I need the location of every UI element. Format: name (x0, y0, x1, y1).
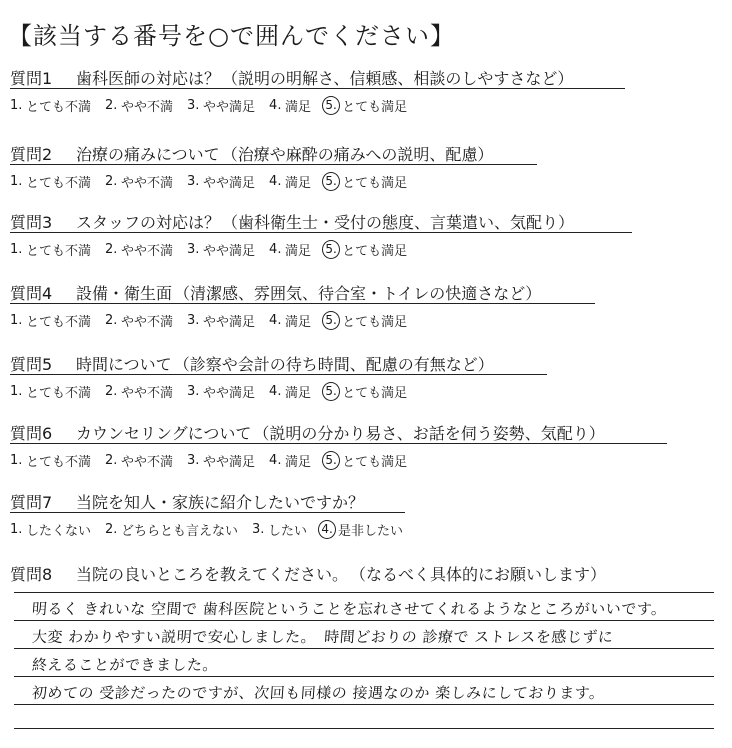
question-note: （清潔感、雰囲気、待合室・トイレの快適さなど） (174, 284, 542, 303)
option-label: やや満足 (203, 385, 256, 401)
answer-option[interactable] (252, 520, 307, 539)
underline (10, 164, 537, 165)
answer-option[interactable] (269, 240, 311, 259)
option-label: 満足 (285, 99, 312, 115)
answer-options (10, 381, 725, 401)
question-7 (10, 490, 725, 539)
option-label: やや不満 (121, 243, 174, 259)
option-label: とても満足 (342, 243, 408, 259)
underline (10, 374, 547, 375)
option-number: 4. (269, 97, 282, 113)
answer-option[interactable] (269, 382, 311, 401)
option-number: 3. (187, 241, 200, 257)
question-title: カウンセリングについて (76, 424, 252, 443)
answer-option-selected[interactable] (325, 96, 407, 115)
answer-option[interactable] (187, 451, 255, 470)
question-number: 質問6 (10, 424, 53, 443)
question-title: 時間について (76, 355, 172, 374)
option-label: とても不満 (26, 99, 92, 115)
answer-option[interactable] (105, 382, 173, 401)
option-label: 満足 (285, 314, 312, 330)
underline (10, 303, 595, 304)
option-label: とても満足 (342, 454, 408, 470)
answer-options (10, 519, 725, 539)
ruled-line (14, 704, 714, 705)
answer-option[interactable] (187, 240, 255, 259)
underline (10, 232, 632, 233)
circled-number: 4. (318, 520, 336, 539)
option-label: 満足 (285, 385, 312, 401)
ruled-line (14, 620, 714, 621)
question-header (10, 352, 725, 376)
circled-number: 5. (322, 96, 340, 115)
option-number: 4. (269, 173, 282, 189)
answer-option[interactable] (10, 96, 91, 115)
option-label: 是非したい (338, 523, 404, 539)
option-number: 2. (105, 383, 118, 399)
option-label: とても満足 (342, 175, 408, 191)
question-2 (10, 142, 725, 191)
answer-option[interactable] (10, 311, 91, 330)
option-label: やや満足 (203, 314, 256, 330)
underline (10, 512, 405, 513)
handwritten-line-4: 初めての 受診だったのですが、次回も同様の 接遇なのか 楽しみにしております。 (31, 684, 606, 702)
option-label: やや不満 (121, 314, 174, 330)
question-title: 当院の良いところを教えてください。 (76, 565, 349, 584)
handwritten-line-1: 明るく きれいな 空間で 歯科医院ということを忘れさせてくれるようなところがいいです。 (31, 600, 668, 618)
answer-options (10, 239, 725, 259)
question-3 (10, 210, 725, 259)
circled-number: 5. (322, 172, 340, 191)
answer-option[interactable] (10, 382, 91, 401)
option-number: 3. (252, 521, 265, 537)
option-label: やや満足 (203, 99, 256, 115)
question-title: 当院を知人・家族に紹介したいですか？ (76, 493, 365, 512)
option-number: 4. (269, 312, 282, 328)
question-header (10, 66, 725, 90)
answer-options (10, 95, 725, 115)
question-title: 治療の痛みについて (76, 145, 220, 164)
option-number: 3. (187, 452, 200, 468)
option-number: 4. (269, 241, 282, 257)
question-title: 設備・衛生面 (76, 284, 173, 303)
option-label: とても満足 (342, 385, 408, 401)
question-note: （治療や麻酔の痛みへの説明、配慮） (221, 145, 494, 164)
answer-option-selected[interactable] (325, 172, 407, 191)
question-header (10, 490, 725, 514)
question-note: （歯科衛生士・受付の態度、言葉遣い、気配り） (222, 213, 575, 232)
question-number: 質問1 (10, 69, 53, 88)
option-label: とても不満 (26, 243, 92, 259)
answer-option[interactable] (269, 451, 311, 470)
question-number: 質問2 (10, 145, 53, 164)
option-label: とても満足 (342, 314, 408, 330)
underline (10, 443, 667, 444)
ruled-line (14, 728, 714, 729)
question-number: 質問4 (10, 284, 53, 303)
question-number: 質問3 (10, 213, 53, 232)
option-label: したくない (26, 523, 92, 539)
underline (10, 88, 625, 89)
option-number: 4. (269, 452, 282, 468)
option-number: 1. (10, 312, 23, 328)
option-label: とても満足 (342, 99, 408, 115)
answer-option[interactable] (187, 382, 255, 401)
option-number: 1. (10, 383, 23, 399)
option-number: 3. (187, 173, 200, 189)
option-label: やや不満 (121, 454, 174, 470)
option-number: 3. (187, 383, 200, 399)
answer-option[interactable] (10, 451, 91, 470)
question-1 (10, 66, 725, 115)
answer-options (10, 171, 725, 191)
option-number: 2. (105, 241, 118, 257)
answer-option-selected[interactable] (321, 520, 403, 539)
answer-option[interactable] (105, 520, 238, 539)
option-label: 満足 (285, 454, 312, 470)
question-5 (10, 352, 725, 401)
question-number: 質問8 (10, 565, 53, 584)
answer-option[interactable] (187, 172, 255, 191)
option-label: やや不満 (121, 175, 174, 191)
circled-number: 5. (322, 382, 340, 401)
ruled-line (14, 648, 714, 649)
option-number: 2. (105, 521, 118, 537)
option-label: とても不満 (26, 454, 92, 470)
question-header (10, 562, 725, 586)
option-label: やや不満 (121, 385, 174, 401)
question-note: （説明の明解さ、信頼感、相談のしやすさなど） (222, 69, 574, 88)
option-label: したい (268, 523, 308, 539)
question-6 (10, 421, 725, 470)
option-label: とても不満 (26, 385, 92, 401)
option-number: 2. (105, 452, 118, 468)
answer-option[interactable] (269, 172, 311, 191)
option-label: とても不満 (26, 175, 92, 191)
handwritten-line-3: 終えることができました。 (31, 656, 219, 674)
question-title: スタッフの対応は？ (76, 213, 221, 232)
question-header (10, 281, 725, 305)
circled-number: 5. (322, 311, 340, 330)
handwritten-line-2: 大変 わかりやすい説明で安心しました。 時間どおりの 診療で ストレスを感じずに (31, 628, 614, 646)
question-header (10, 210, 725, 234)
option-label: とても不満 (26, 314, 92, 330)
option-number: 3. (187, 312, 200, 328)
option-label: 満足 (285, 243, 312, 259)
question-number: 質問5 (10, 355, 53, 374)
option-label: 満足 (285, 175, 312, 191)
option-label: やや満足 (203, 454, 256, 470)
circled-number: 5. (322, 451, 340, 470)
ruled-line (14, 592, 714, 593)
option-number: 2. (105, 97, 118, 113)
question-note: （なるべく具体的にお願いします） (350, 565, 607, 584)
answer-option-selected[interactable] (325, 451, 407, 470)
answer-option[interactable] (10, 240, 91, 259)
answer-option[interactable] (10, 520, 91, 539)
circled-number: 5. (322, 240, 340, 259)
answer-option[interactable] (105, 172, 173, 191)
option-label: やや満足 (203, 243, 256, 259)
answer-option-selected[interactable] (325, 240, 407, 259)
answer-option[interactable] (105, 311, 173, 330)
answer-option[interactable] (10, 172, 91, 191)
option-number: 4. (269, 383, 282, 399)
answer-option[interactable] (105, 240, 173, 259)
answer-option[interactable] (105, 451, 173, 470)
answer-option[interactable] (269, 311, 311, 330)
answer-options (10, 310, 725, 330)
option-number: 1. (10, 521, 23, 537)
question-note: （説明の分かり易さ、お話を伺う姿勢、気配り） (253, 424, 605, 443)
option-number: 1. (10, 173, 23, 189)
answer-option[interactable] (187, 311, 255, 330)
option-number: 1. (10, 241, 23, 257)
option-number: 2. (105, 312, 118, 328)
instruction-heading: 【該当する番号を○で囲んでください】 (8, 22, 455, 50)
option-label: どちらとも言えない (121, 523, 239, 539)
question-4 (10, 281, 725, 330)
ruled-line (14, 676, 714, 677)
question-header (10, 142, 725, 166)
option-number: 3. (187, 97, 200, 113)
option-number: 1. (10, 97, 23, 113)
option-number: 2. (105, 173, 118, 189)
option-label: やや満足 (203, 175, 256, 191)
answer-option[interactable] (187, 96, 255, 115)
question-8 (10, 562, 725, 586)
answer-options (10, 450, 725, 470)
question-header (10, 421, 725, 445)
answer-option[interactable] (269, 96, 311, 115)
answer-option-selected[interactable] (325, 382, 407, 401)
question-note: （診察や会計の待ち時間、配慮の有無など） (173, 355, 494, 374)
question-number: 質問7 (10, 493, 53, 512)
answer-option-selected[interactable] (325, 311, 407, 330)
option-number: 1. (10, 452, 23, 468)
option-label: やや不満 (121, 99, 174, 115)
question-title: 歯科医師の対応は？ (76, 69, 221, 88)
answer-option[interactable] (105, 96, 173, 115)
